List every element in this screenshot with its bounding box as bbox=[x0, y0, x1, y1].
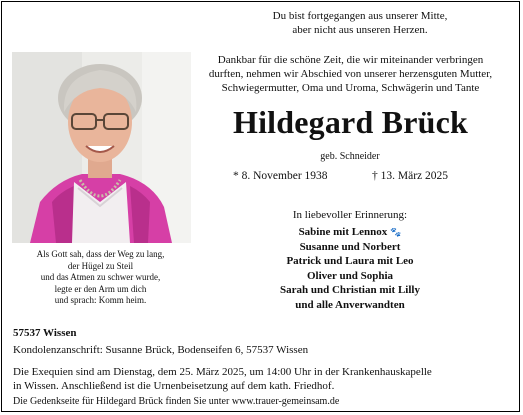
funeral-line-2: in Wissen. Anschließend ist die Urnenbeisetzung auf dem kath. Friedhof. bbox=[13, 380, 335, 392]
family-member-name: Sabine mit Lennox bbox=[298, 226, 388, 238]
intro-line-1: Du bist fortgegangen aus unserer Mitte, bbox=[272, 10, 448, 22]
family-member: und alle Anverwandten bbox=[295, 298, 405, 311]
birth-date: * 8. November 1938 bbox=[233, 170, 328, 182]
quote-line-3: und das Atmen zu schwer wurde, bbox=[40, 272, 161, 282]
quote-line-1: Als Gott sah, dass der Weg zu lang, bbox=[36, 249, 165, 259]
portrait-photo bbox=[12, 52, 191, 243]
quote-line-4: legte er den Arm um dich bbox=[54, 283, 147, 294]
thanks-line-1: Dankbar für die schöne Zeit, die wir miteinander verbringen bbox=[217, 54, 484, 66]
intro-line-2: aber nicht aus unseren Herzen. bbox=[292, 24, 428, 36]
memory-heading: In liebevoller Erinnerung: bbox=[292, 209, 408, 221]
family-member bbox=[240, 225, 460, 240]
thanks-line-3: Schwiegermutter, Oma und Uroma, Schwägerin und Tante bbox=[221, 82, 480, 94]
city: 57537 Wissen bbox=[13, 327, 77, 339]
family-member: Oliver und Sophia bbox=[307, 269, 393, 282]
family-member: Patrick und Laura mit Leo bbox=[286, 255, 414, 267]
family-list bbox=[240, 225, 460, 312]
family-member: Susanne und Norbert bbox=[299, 240, 401, 253]
thanks-line-2: durften, nehmen wir Abschied von unserer herzensguten Mutter, bbox=[208, 68, 493, 80]
maiden-name: geb. Schneider bbox=[320, 151, 380, 162]
death-date: † 13. März 2025 bbox=[372, 170, 449, 182]
funeral-details bbox=[13, 365, 432, 393]
intro-verse bbox=[210, 9, 510, 37]
paw-icon: 🐾 bbox=[390, 227, 402, 237]
quote-line-5: und sprach: Komm heim. bbox=[54, 295, 147, 305]
funeral-line-1: Die Exequien sind am Dienstag, dem 25. März 2025, um 14:00 Uhr in der Krankenhauskapelle bbox=[13, 366, 432, 378]
thanks-text bbox=[178, 53, 523, 95]
deceased-name: Hildegard Brück bbox=[232, 104, 468, 140]
condolence-address: Kondolenzanschrift: Susanne Brück, Bodenseifen 6, 57537 Wissen bbox=[13, 344, 309, 356]
quote-line-2: der Hügel zu Steil bbox=[67, 260, 134, 271]
quote-verse bbox=[8, 249, 193, 307]
family-member: Sarah und Christian mit Lilly bbox=[280, 284, 420, 296]
memorial-page-note: Die Gedenkseite für Hildegard Brück finden Sie unter www.trauer-gemeinsam.de bbox=[13, 396, 340, 407]
